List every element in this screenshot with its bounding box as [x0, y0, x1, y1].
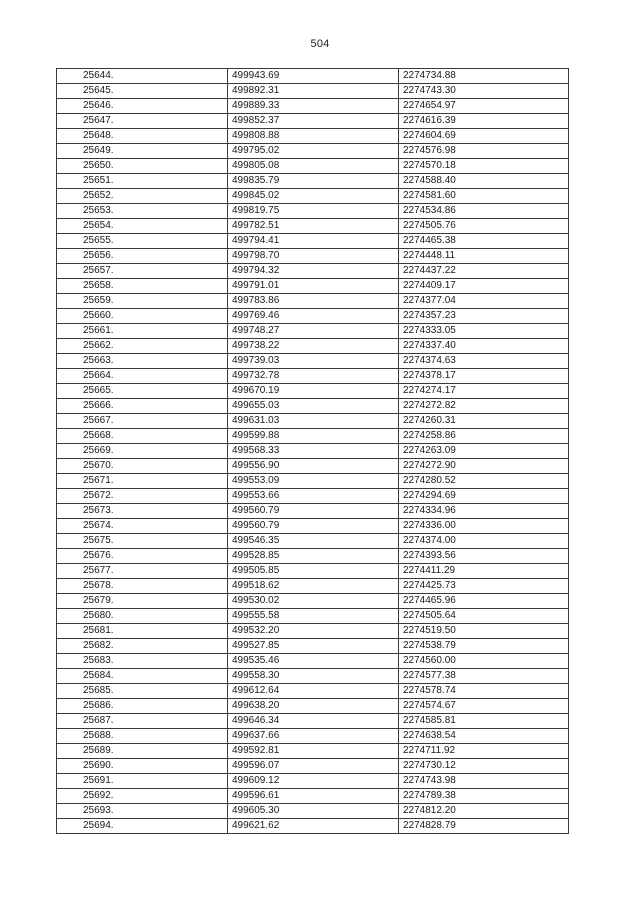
point-number-cell: 25675. — [57, 534, 228, 549]
x-coordinate-cell: 499794.41 — [228, 234, 399, 249]
x-coordinate-cell: 499943.69 — [228, 69, 399, 84]
x-coordinate-cell: 499732.78 — [228, 369, 399, 384]
point-number-cell: 25686. — [57, 699, 228, 714]
point-number-cell: 25648. — [57, 129, 228, 144]
x-coordinate-cell: 499556.90 — [228, 459, 399, 474]
table-row — [57, 174, 569, 189]
y-coordinate-cell: 2274378.17 — [399, 369, 569, 384]
point-number-cell: 25662. — [57, 339, 228, 354]
x-coordinate-cell: 499592.81 — [228, 744, 399, 759]
point-number-cell: 25651. — [57, 174, 228, 189]
x-coordinate-cell: 499646.34 — [228, 714, 399, 729]
x-coordinate-cell: 499631.03 — [228, 414, 399, 429]
table-row — [57, 594, 569, 609]
y-coordinate-cell: 2274505.76 — [399, 219, 569, 234]
point-number-cell: 25689. — [57, 744, 228, 759]
y-coordinate-cell: 2274570.18 — [399, 159, 569, 174]
point-number-cell: 25677. — [57, 564, 228, 579]
x-coordinate-cell: 499783.86 — [228, 294, 399, 309]
y-coordinate-cell: 2274519.50 — [399, 624, 569, 639]
y-coordinate-cell: 2274578.74 — [399, 684, 569, 699]
point-number-cell: 25688. — [57, 729, 228, 744]
y-coordinate-cell: 2274734.88 — [399, 69, 569, 84]
point-number-cell: 25647. — [57, 114, 228, 129]
point-number-cell: 25684. — [57, 669, 228, 684]
x-coordinate-cell: 499845.02 — [228, 189, 399, 204]
y-coordinate-cell: 2274409.17 — [399, 279, 569, 294]
table-row — [57, 699, 569, 714]
table-row — [57, 159, 569, 174]
point-number-cell: 25655. — [57, 234, 228, 249]
x-coordinate-cell: 499530.02 — [228, 594, 399, 609]
point-number-cell: 25653. — [57, 204, 228, 219]
point-number-cell: 25682. — [57, 639, 228, 654]
point-number-cell: 25674. — [57, 519, 228, 534]
table-row — [57, 504, 569, 519]
x-coordinate-cell: 499528.85 — [228, 549, 399, 564]
point-number-cell: 25687. — [57, 714, 228, 729]
x-coordinate-cell: 499670.19 — [228, 384, 399, 399]
x-coordinate-cell: 499568.33 — [228, 444, 399, 459]
table-row — [57, 459, 569, 474]
point-number-cell: 25649. — [57, 144, 228, 159]
x-coordinate-cell: 499798.70 — [228, 249, 399, 264]
point-number-cell: 25667. — [57, 414, 228, 429]
y-coordinate-cell: 2274272.90 — [399, 459, 569, 474]
table-row — [57, 519, 569, 534]
x-coordinate-cell: 499637.66 — [228, 729, 399, 744]
table-row — [57, 624, 569, 639]
point-number-cell: 25668. — [57, 429, 228, 444]
point-number-cell: 25659. — [57, 294, 228, 309]
x-coordinate-cell: 499546.35 — [228, 534, 399, 549]
table-row — [57, 744, 569, 759]
table-row — [57, 774, 569, 789]
table-row — [57, 99, 569, 114]
table-row — [57, 609, 569, 624]
x-coordinate-cell: 499518.62 — [228, 579, 399, 594]
x-coordinate-cell: 499835.79 — [228, 174, 399, 189]
table-row — [57, 219, 569, 234]
table-row — [57, 714, 569, 729]
point-number-cell: 25650. — [57, 159, 228, 174]
point-number-cell: 25657. — [57, 264, 228, 279]
coordinates-table-body — [57, 69, 569, 834]
point-number-cell: 25694. — [57, 819, 228, 834]
x-coordinate-cell: 499795.02 — [228, 144, 399, 159]
y-coordinate-cell: 2274638.54 — [399, 729, 569, 744]
y-coordinate-cell: 2274357.23 — [399, 309, 569, 324]
x-coordinate-cell: 499739.03 — [228, 354, 399, 369]
x-coordinate-cell: 499560.79 — [228, 504, 399, 519]
x-coordinate-cell: 499805.08 — [228, 159, 399, 174]
table-row — [57, 309, 569, 324]
x-coordinate-cell: 499555.58 — [228, 609, 399, 624]
y-coordinate-cell: 2274465.38 — [399, 234, 569, 249]
point-number-cell: 25669. — [57, 444, 228, 459]
x-coordinate-cell: 499769.46 — [228, 309, 399, 324]
table-row — [57, 759, 569, 774]
point-number-cell: 25670. — [57, 459, 228, 474]
y-coordinate-cell: 2274337.40 — [399, 339, 569, 354]
x-coordinate-cell: 499553.09 — [228, 474, 399, 489]
point-number-cell: 25656. — [57, 249, 228, 264]
y-coordinate-cell: 2274828.79 — [399, 819, 569, 834]
point-number-cell: 25665. — [57, 384, 228, 399]
point-number-cell: 25685. — [57, 684, 228, 699]
table-row — [57, 549, 569, 564]
table-row — [57, 144, 569, 159]
table-row — [57, 729, 569, 744]
point-number-cell: 25693. — [57, 804, 228, 819]
x-coordinate-cell: 499596.61 — [228, 789, 399, 804]
y-coordinate-cell: 2274437.22 — [399, 264, 569, 279]
point-number-cell: 25678. — [57, 579, 228, 594]
x-coordinate-cell: 499560.79 — [228, 519, 399, 534]
point-number-cell: 25680. — [57, 609, 228, 624]
y-coordinate-cell: 2274581.60 — [399, 189, 569, 204]
y-coordinate-cell: 2274448.11 — [399, 249, 569, 264]
y-coordinate-cell: 2274336.00 — [399, 519, 569, 534]
table-row — [57, 84, 569, 99]
y-coordinate-cell: 2274374.63 — [399, 354, 569, 369]
table-row — [57, 669, 569, 684]
table-row — [57, 324, 569, 339]
y-coordinate-cell: 2274258.86 — [399, 429, 569, 444]
table-row — [57, 429, 569, 444]
y-coordinate-cell: 2274534.86 — [399, 204, 569, 219]
y-coordinate-cell: 2274334.96 — [399, 504, 569, 519]
table-row — [57, 414, 569, 429]
point-number-cell: 25676. — [57, 549, 228, 564]
y-coordinate-cell: 2274294.69 — [399, 489, 569, 504]
y-coordinate-cell: 2274333.05 — [399, 324, 569, 339]
table-row — [57, 264, 569, 279]
x-coordinate-cell: 499738.22 — [228, 339, 399, 354]
y-coordinate-cell: 2274616.39 — [399, 114, 569, 129]
point-number-cell: 25683. — [57, 654, 228, 669]
point-number-cell: 25690. — [57, 759, 228, 774]
table-row — [57, 444, 569, 459]
y-coordinate-cell: 2274588.40 — [399, 174, 569, 189]
table-row — [57, 639, 569, 654]
table-row — [57, 819, 569, 834]
x-coordinate-cell: 499819.75 — [228, 204, 399, 219]
x-coordinate-cell: 499889.33 — [228, 99, 399, 114]
table-row — [57, 114, 569, 129]
y-coordinate-cell: 2274604.69 — [399, 129, 569, 144]
y-coordinate-cell: 2274393.56 — [399, 549, 569, 564]
y-coordinate-cell: 2274465.96 — [399, 594, 569, 609]
point-number-cell: 25661. — [57, 324, 228, 339]
x-coordinate-cell: 499612.64 — [228, 684, 399, 699]
point-number-cell: 25673. — [57, 504, 228, 519]
table-row — [57, 534, 569, 549]
x-coordinate-cell: 499892.31 — [228, 84, 399, 99]
table-row — [57, 564, 569, 579]
page-number: 504 — [310, 38, 330, 50]
y-coordinate-cell: 2274711.92 — [399, 744, 569, 759]
y-coordinate-cell: 2274263.09 — [399, 444, 569, 459]
x-coordinate-cell: 499609.12 — [228, 774, 399, 789]
x-coordinate-cell: 499599.88 — [228, 429, 399, 444]
x-coordinate-cell: 499605.30 — [228, 804, 399, 819]
point-number-cell: 25645. — [57, 84, 228, 99]
y-coordinate-cell: 2274377.04 — [399, 294, 569, 309]
x-coordinate-cell: 499791.01 — [228, 279, 399, 294]
x-coordinate-cell: 499527.85 — [228, 639, 399, 654]
y-coordinate-cell: 2274274.17 — [399, 384, 569, 399]
point-number-cell: 25672. — [57, 489, 228, 504]
point-number-cell: 25664. — [57, 369, 228, 384]
y-coordinate-cell: 2274260.31 — [399, 414, 569, 429]
y-coordinate-cell: 2274280.52 — [399, 474, 569, 489]
x-coordinate-cell: 499808.88 — [228, 129, 399, 144]
y-coordinate-cell: 2274576.98 — [399, 144, 569, 159]
x-coordinate-cell: 499852.37 — [228, 114, 399, 129]
table-row — [57, 579, 569, 594]
table-row — [57, 279, 569, 294]
point-number-cell: 25658. — [57, 279, 228, 294]
point-number-cell: 25666. — [57, 399, 228, 414]
y-coordinate-cell: 2274505.64 — [399, 609, 569, 624]
x-coordinate-cell: 499596.07 — [228, 759, 399, 774]
table-row — [57, 69, 569, 84]
table-row — [57, 489, 569, 504]
y-coordinate-cell: 2274272.82 — [399, 399, 569, 414]
table-row — [57, 339, 569, 354]
table-row — [57, 804, 569, 819]
table-row — [57, 234, 569, 249]
point-number-cell: 25663. — [57, 354, 228, 369]
table-row — [57, 294, 569, 309]
point-number-cell: 25691. — [57, 774, 228, 789]
x-coordinate-cell: 499638.20 — [228, 699, 399, 714]
y-coordinate-cell: 2274585.81 — [399, 714, 569, 729]
y-coordinate-cell: 2274374.00 — [399, 534, 569, 549]
y-coordinate-cell: 2274730.12 — [399, 759, 569, 774]
y-coordinate-cell: 2274577.38 — [399, 669, 569, 684]
table-row — [57, 654, 569, 669]
y-coordinate-cell: 2274743.30 — [399, 84, 569, 99]
point-number-cell: 25679. — [57, 594, 228, 609]
x-coordinate-cell: 499782.51 — [228, 219, 399, 234]
point-number-cell: 25644. — [57, 69, 228, 84]
point-number-cell: 25692. — [57, 789, 228, 804]
point-number-cell: 25654. — [57, 219, 228, 234]
y-coordinate-cell: 2274789.38 — [399, 789, 569, 804]
table-row — [57, 474, 569, 489]
x-coordinate-cell: 499794.32 — [228, 264, 399, 279]
y-coordinate-cell: 2274538.79 — [399, 639, 569, 654]
table-row — [57, 354, 569, 369]
table-row — [57, 684, 569, 699]
x-coordinate-cell: 499532.20 — [228, 624, 399, 639]
x-coordinate-cell: 499535.46 — [228, 654, 399, 669]
point-number-cell: 25681. — [57, 624, 228, 639]
y-coordinate-cell: 2274411.29 — [399, 564, 569, 579]
point-number-cell: 25652. — [57, 189, 228, 204]
point-number-cell: 25646. — [57, 99, 228, 114]
coordinates-table — [56, 68, 569, 834]
x-coordinate-cell: 499553.66 — [228, 489, 399, 504]
table-row — [57, 129, 569, 144]
y-coordinate-cell: 2274743.98 — [399, 774, 569, 789]
y-coordinate-cell: 2274560.00 — [399, 654, 569, 669]
table-row — [57, 249, 569, 264]
point-number-cell: 25660. — [57, 309, 228, 324]
x-coordinate-cell: 499558.30 — [228, 669, 399, 684]
y-coordinate-cell: 2274812.20 — [399, 804, 569, 819]
x-coordinate-cell: 499505.85 — [228, 564, 399, 579]
table-row — [57, 204, 569, 219]
point-number-cell: 25671. — [57, 474, 228, 489]
table-row — [57, 189, 569, 204]
y-coordinate-cell: 2274654.97 — [399, 99, 569, 114]
y-coordinate-cell: 2274425.73 — [399, 579, 569, 594]
y-coordinate-cell: 2274574.67 — [399, 699, 569, 714]
table-row — [57, 384, 569, 399]
table-row — [57, 789, 569, 804]
x-coordinate-cell: 499748.27 — [228, 324, 399, 339]
table-row — [57, 369, 569, 384]
table-row — [57, 399, 569, 414]
x-coordinate-cell: 499621.62 — [228, 819, 399, 834]
x-coordinate-cell: 499655.03 — [228, 399, 399, 414]
